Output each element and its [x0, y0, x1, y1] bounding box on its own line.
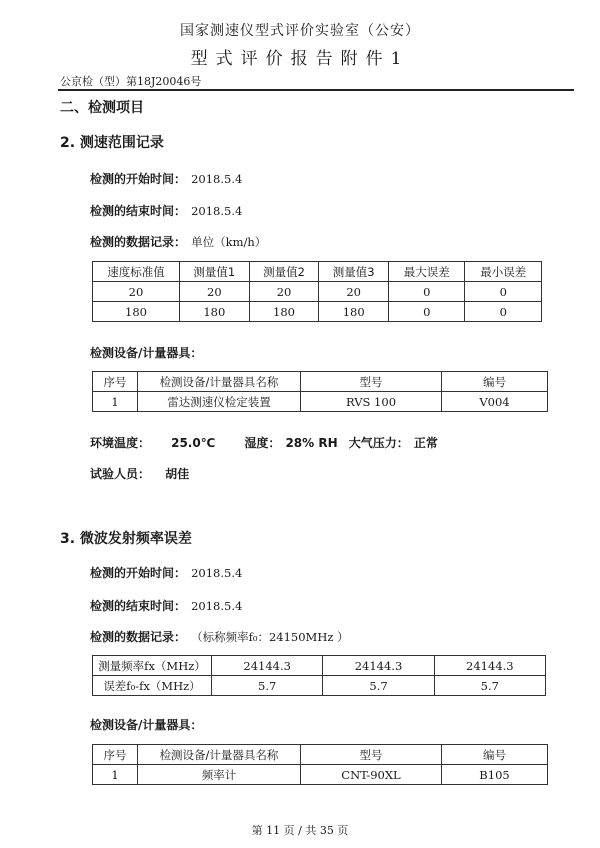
table-header-row: [93, 372, 548, 392]
table-header: 编号: [442, 372, 548, 392]
table-header-row: [93, 262, 542, 282]
item2-end-row: [90, 200, 242, 219]
table-cell: 20: [180, 282, 250, 302]
table-cell: 20: [249, 282, 319, 302]
nominal-frequency: （标称频率f₀：24150MHz ）: [191, 630, 349, 644]
table-cell: 180: [180, 302, 250, 322]
item3-equipment-table: [92, 744, 548, 785]
table-cell: 1: [93, 765, 138, 785]
temperature-label: 环境温度：: [90, 436, 151, 450]
table-header: 型号: [301, 745, 442, 765]
table-cell: 雷达测速仪检定装置: [138, 392, 301, 412]
table-cell: B105: [442, 765, 548, 785]
humidity-value: 28% RH: [285, 436, 338, 450]
start-time-value: 2018.5.4: [191, 566, 243, 580]
table-cell: 5.7: [323, 676, 434, 696]
table-cell: 180: [249, 302, 319, 322]
table-header: 速度标准值: [93, 262, 180, 282]
page-number: 第 11 页 / 共 35 页: [251, 824, 349, 837]
tester-name: 胡佳: [165, 467, 190, 481]
item3-start-row: [90, 562, 242, 581]
table-cell: 20: [319, 282, 389, 302]
end-time-value: 2018.5.4: [191, 204, 243, 218]
humidity-label: 湿度：: [244, 436, 281, 450]
table-cell: 20: [93, 282, 180, 302]
item2-heading: 2. 测速范围记录: [60, 135, 164, 151]
table-header: 编号: [442, 745, 548, 765]
table-row-label: 误差f₀-fx（MHz）: [93, 676, 212, 696]
tester-row: [90, 463, 189, 482]
table-cell: 0: [465, 282, 542, 302]
table-cell: 频率计: [138, 765, 301, 785]
end-time-value: 2018.5.4: [191, 599, 243, 613]
table-cell: CNT-90XL: [301, 765, 442, 785]
temperature-value: 25.0℃: [171, 436, 216, 450]
table-header: 最大误差: [389, 262, 465, 282]
table-header: 型号: [301, 372, 442, 392]
table-cell: 24144.3: [323, 656, 434, 676]
table-cell: 180: [93, 302, 180, 322]
table-header: 检测设备/计量器具名称: [138, 745, 301, 765]
table-header-row: [93, 745, 548, 765]
table-row: [93, 676, 546, 696]
table-cell: 1: [93, 392, 138, 412]
table-header: 检测设备/计量器具名称: [138, 372, 301, 392]
table-cell: 5.7: [434, 676, 545, 696]
record-label: 检测的数据记录：: [90, 630, 187, 644]
table-header: 测量值3: [319, 262, 389, 282]
table-cell: 24144.3: [434, 656, 545, 676]
start-time-value: 2018.5.4: [191, 172, 243, 186]
report-title: 型式评价报告附件1: [190, 49, 410, 69]
table-cell: 0: [389, 282, 465, 302]
table-row: [93, 392, 548, 412]
table-header: 测量值1: [180, 262, 250, 282]
table-cell: 0: [389, 302, 465, 322]
table-cell: 5.7: [212, 676, 323, 696]
start-time-label: 检测的开始时间：: [90, 566, 187, 580]
item3-heading: 3. 微波发射频率误差: [60, 531, 192, 547]
item2-equipment-table: [92, 371, 548, 412]
table-cell: 24144.3: [212, 656, 323, 676]
record-unit: 单位（km/h）: [191, 235, 267, 249]
table-row: [93, 765, 548, 785]
frequency-error-table: [92, 655, 546, 696]
table-cell: 0: [465, 302, 542, 322]
record-label: 检测的数据记录：: [90, 235, 187, 249]
table-header: 序号: [93, 745, 138, 765]
table-header: 序号: [93, 372, 138, 392]
pressure-label: 大气压力：: [348, 436, 409, 450]
table-header: 最小误差: [465, 262, 542, 282]
table-row: [93, 656, 546, 676]
report-number: 公京检（型）第18J20046号: [60, 75, 202, 88]
table-cell: 180: [319, 302, 389, 322]
item2-equipment-label: 检测设备/计量器具：: [90, 346, 203, 360]
table-cell: V004: [442, 392, 548, 412]
end-time-label: 检测的结束时间：: [90, 599, 187, 613]
header-rule: [58, 89, 574, 91]
speed-range-table: [92, 261, 542, 322]
section-heading: 二、检测项目: [60, 100, 144, 116]
table-header: 测量值2: [249, 262, 319, 282]
table-row: [93, 302, 542, 322]
table-row-label: 测量频率fx（MHz）: [93, 656, 212, 676]
org-name: 国家测速仪型式评价实验室（公安）: [180, 23, 420, 39]
item3-end-row: [90, 595, 242, 614]
start-time-label: 检测的开始时间：: [90, 172, 187, 186]
table-cell: RVS 100: [301, 392, 442, 412]
item3-record-row: [90, 626, 349, 645]
environment-row: [90, 432, 438, 451]
item2-start-row: [90, 168, 242, 187]
item3-equipment-label: 检测设备/计量器具：: [90, 718, 203, 732]
table-row: [93, 282, 542, 302]
item2-record-row: [90, 231, 266, 250]
tester-label: 试验人员：: [90, 467, 151, 481]
pressure-value: 正常: [413, 436, 438, 450]
end-time-label: 检测的结束时间：: [90, 204, 187, 218]
